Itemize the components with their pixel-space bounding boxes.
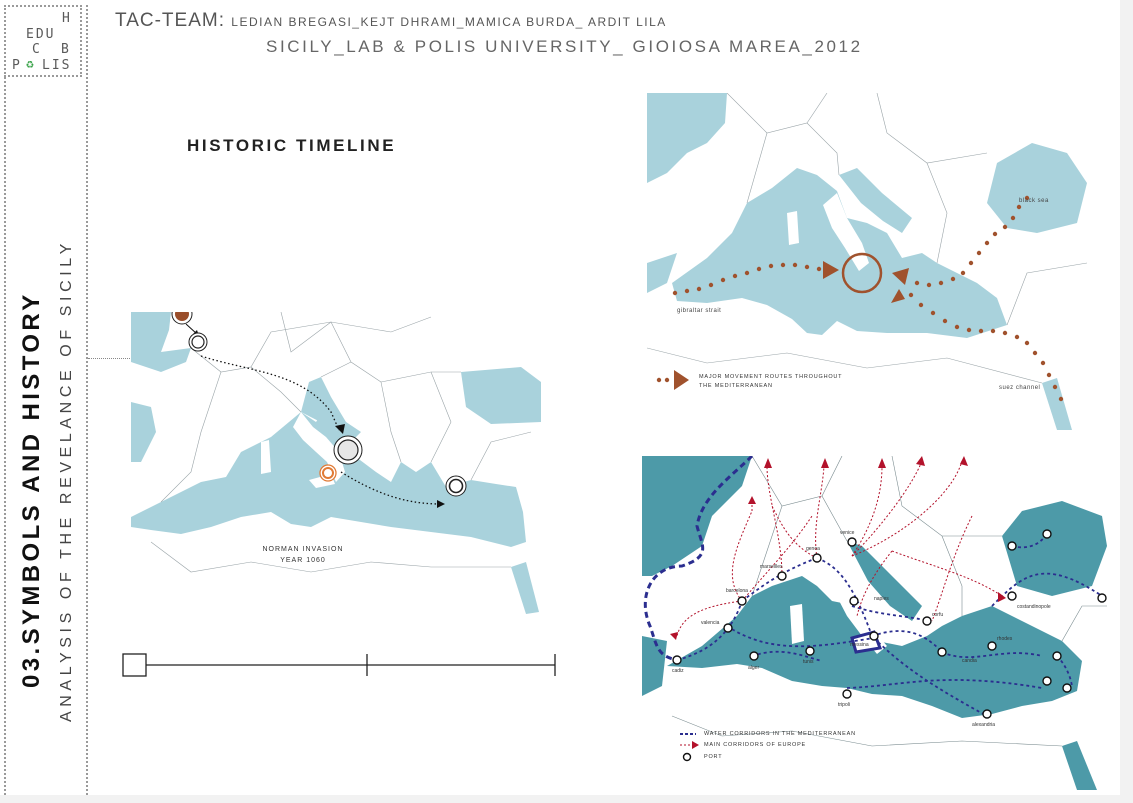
corridors-map bbox=[642, 456, 1107, 790]
team-line bbox=[115, 10, 667, 32]
suez-label: suez channel bbox=[999, 385, 1041, 391]
logo-letter-b: B bbox=[61, 42, 71, 57]
city-barcelona: barcelona bbox=[726, 588, 748, 594]
recycle-icon: ♻ bbox=[26, 57, 36, 72]
city-cadiz: cadiz bbox=[672, 668, 684, 674]
leader-dotted-line bbox=[88, 358, 132, 359]
routes-legend-line2: THE MEDITERRANEAN bbox=[699, 383, 773, 389]
section-subtitle: ANALYSIS OF THE REVELANCE OF SICILY bbox=[58, 239, 75, 722]
routes-legend-line1: MAJOR MOVEMENT ROUTES THROUGHOUT bbox=[699, 374, 843, 380]
logo-letter-p: P bbox=[12, 58, 22, 73]
city-genoa: genoa bbox=[806, 546, 820, 552]
section-title: 03.SYMBOLS AND HISTORY bbox=[18, 291, 45, 688]
team-members: LEDIAN BREGASI_KEJT DHRAMI_MAMICA BURDA_ ARDIT LILA bbox=[231, 15, 667, 29]
legend-water-corridors: WATER CORRIDORS IN THE MEDITERRANEAN bbox=[704, 731, 856, 737]
city-corfu: corfu bbox=[932, 612, 944, 618]
norman-invasion-caption bbox=[248, 544, 358, 566]
city-alger: alger bbox=[748, 665, 760, 671]
historic-timeline-heading: HISTORIC TIMELINE bbox=[187, 136, 397, 155]
gibraltar-label: gibraltar strait bbox=[677, 308, 722, 314]
black-sea-label: black sea bbox=[1019, 198, 1049, 204]
logo-letter-h: H bbox=[62, 11, 72, 26]
city-valencia: valencia bbox=[701, 620, 720, 626]
caption-year: YEAR 1060 bbox=[280, 557, 326, 564]
project-subtitle: SICILY_LAB & POLIS UNIVERSITY_ GIOIOSA MAREA_2012 bbox=[266, 37, 863, 56]
team-prefix: TAC-TEAM: bbox=[115, 10, 225, 31]
timeline-scale bbox=[122, 651, 558, 679]
logo-letter-c: C bbox=[32, 42, 42, 57]
left-dotted-border bbox=[4, 77, 8, 795]
city-naples: naples bbox=[874, 596, 889, 602]
city-venice: venice bbox=[840, 530, 855, 536]
city-marseilles: marseilles bbox=[760, 564, 783, 570]
logo-edu: EDU bbox=[26, 27, 56, 42]
logo-lis: LIS bbox=[42, 58, 72, 73]
caption-event: NORMAN INVASION bbox=[262, 546, 344, 553]
city-messina: messina bbox=[850, 642, 869, 648]
city-tunis: tunis bbox=[803, 659, 814, 665]
city-costandinopole: costandinopole bbox=[1017, 604, 1051, 610]
norman-invasion-map bbox=[131, 312, 541, 617]
legend-main-corridors: MAIN CORRIDORS OF EUROPE bbox=[704, 742, 807, 748]
header-dotted-divider bbox=[86, 5, 89, 795]
city-alexandria: alexandria bbox=[972, 722, 996, 728]
city-candia: candia bbox=[962, 658, 977, 664]
edu-polis-logo bbox=[4, 5, 82, 77]
city-rhodes: rhodes bbox=[997, 636, 1013, 642]
city-tripoli: tripoli bbox=[838, 702, 850, 708]
legend-port: PORT bbox=[704, 754, 723, 760]
movement-routes-map bbox=[647, 93, 1096, 430]
